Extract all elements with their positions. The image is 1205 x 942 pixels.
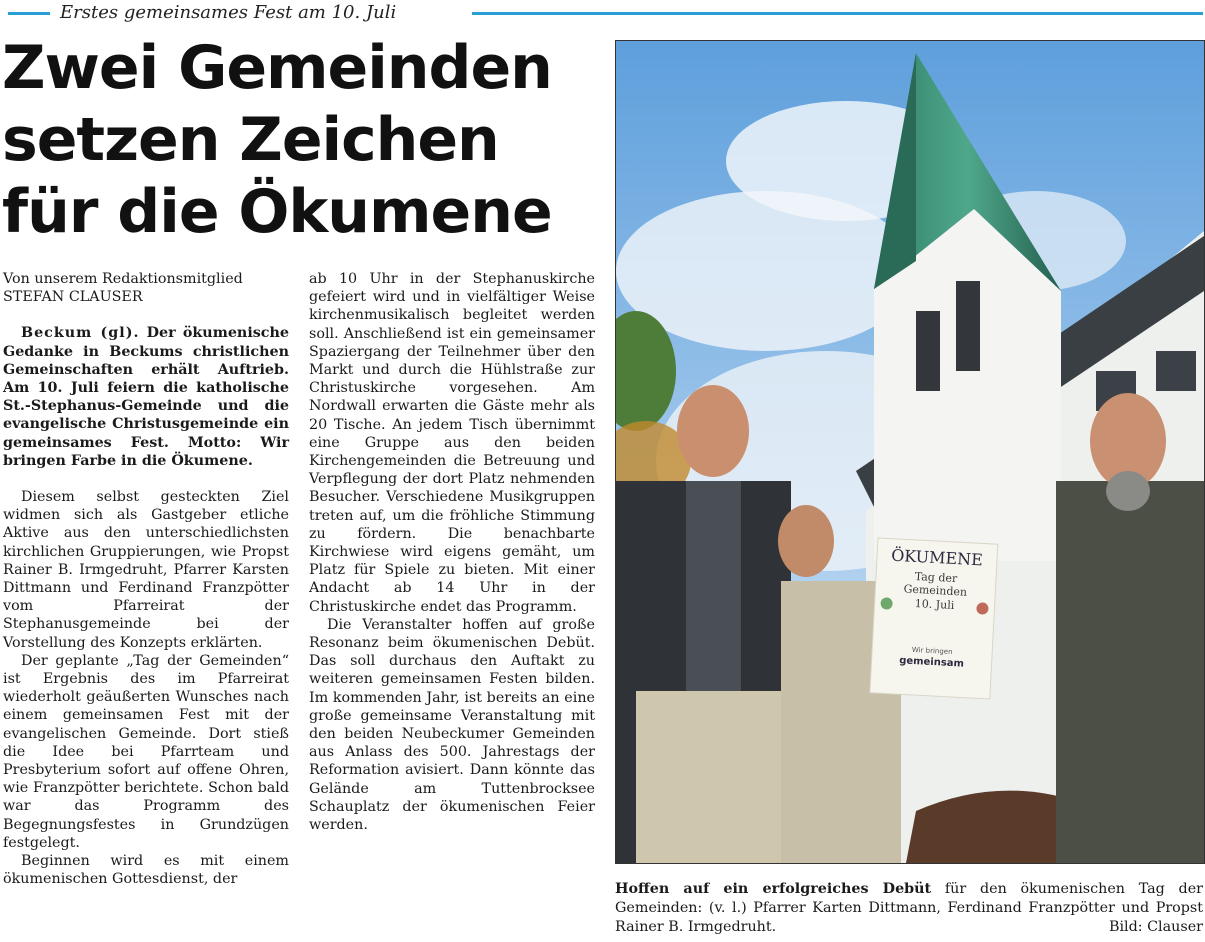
body-paragraph: Die Veranstalter hoffen auf große Resonanz beim ökumenischen Debüt. Das soll durchaus den Auftakt zu weiteren gemeinsamen Festen bilden. Im kommenden Jahr, ist bereits an eine große gemeinsame Veranstaltung mit den beiden Neubeckumer Gemeinden aus Anlass des 500. Jahrestags der Reformation avisiert. Dann könnte das Gelände am Tuttenbrocksee Schauplatz der ökumenischen Feier werden. bbox=[309, 616, 595, 834]
body-paragraph: Der geplante „Tag der Gemeinden“ ist Ergebnis des im Pfarreirat wiederholt geäußerten Wunsches nach einem gemeinsamen Fest mit der evangelischen Gemeinde. Dort stieß die Idee bei Pfarrteam und Presbyterium sofort auf offene Ohren, wie Franzpötter berichtete. Schon bald war das Programm des Begegnungsfestes in Grundzügen festgelegt. bbox=[3, 652, 289, 851]
person-left-trousers bbox=[636, 691, 786, 863]
headline-line-3: für die Ökumene bbox=[2, 177, 552, 247]
poster-line-1: Tag der bbox=[914, 569, 958, 586]
article-photo bbox=[615, 40, 1205, 864]
headline-line-2: setzen Zeichen bbox=[2, 105, 499, 175]
body-paragraph: Diesem selbst gesteckten Ziel widmen sich als Gastgeber etliche Aktive aus den unterschiedlichsten kirchlichen Gruppierungen, wie Propst Rainer B. Irmgedruht, Pfarrer Karsten Dittmann und Ferdinand Franzpötter vom Pfarreirat der Stephanusgemeinde bei der Vorstellung des Konzepts erklärten. bbox=[3, 489, 289, 651]
person-right-jacket bbox=[1056, 481, 1204, 863]
headline-line-1: Zwei Gemeinden bbox=[2, 33, 552, 103]
kicker-line-left bbox=[8, 12, 50, 15]
article-column-2 bbox=[309, 270, 595, 834]
byline bbox=[3, 270, 289, 306]
church-window bbox=[1156, 351, 1196, 391]
photo-credit: Bild: Clauser bbox=[1108, 919, 1203, 935]
person-left-head bbox=[677, 385, 749, 477]
poster-sub-2: gemeinsam bbox=[898, 655, 965, 670]
person-left-shirt bbox=[686, 481, 741, 701]
article-column-1 bbox=[3, 270, 289, 889]
poster-date: 10. Juli bbox=[914, 596, 955, 613]
body-paragraph: Beginnen wird es mit einem ökumenischen Gottesdienst, der bbox=[3, 853, 289, 888]
photo-caption bbox=[615, 880, 1203, 937]
lead-paragraph bbox=[3, 324, 289, 470]
lead-location: Beckum (gl). bbox=[21, 325, 140, 342]
headline bbox=[2, 32, 602, 248]
caption-bold: Hoffen auf ein erfolgreiches Debüt bbox=[615, 881, 932, 897]
kicker-text: Erstes gemeinsames Fest am 10. Juli bbox=[60, 2, 397, 23]
poster-title: ÖKUMENE bbox=[890, 545, 984, 570]
person-right-beard bbox=[1106, 471, 1150, 511]
lead-text: Der ökumenische Gedanke in Beckums christlichen Gemeinschaften erhält Auftrieb. Am 10. Juli feiern die katholische St.-Stephanus-Gemeinde und die evangelische Christusgemeinde ein gemeinsames Fest. Motto: Wir bringen Farbe in die Ökumene. bbox=[3, 325, 289, 469]
kicker-bar bbox=[0, 2, 1205, 24]
body-paragraph: ab 10 Uhr in der Stephanuskirche gefeiert wird und in vielfältiger Weise kirchenmusikalisch begleitet werden soll. Anschließend ist ein gemeinsamer Spaziergang der Teilnehmer über den Markt und durch die Hühlstraße zur Christuskirche vorgesehen. Am Nordwall erwarten die Gäste mehr als 20 Tische. An jedem Tisch übernimmt eine Gruppe aus den beiden Kirchengemeinden die Betreuung und Verpflegung der dort Platz nehmenden Besucher. Verschiedene Musikgruppen treten auf, um die fröhliche Stimmung zu fördern. Die benachbarte Kirchwiese wird eigens gemäht, um Platz für Spiele zu bieten. Mit einer Andacht ab 14 Uhr in der Christuskirche endet das Programm. bbox=[309, 271, 595, 615]
kicker-line-right bbox=[472, 12, 1203, 15]
photo-illustration bbox=[616, 41, 1204, 863]
person-middle-head bbox=[778, 505, 834, 577]
tower-window bbox=[916, 311, 940, 391]
poster bbox=[870, 538, 998, 699]
byline-label: Von unserem Redaktionsmitglied bbox=[3, 271, 243, 287]
poster-sub-1: Wir bringen bbox=[911, 645, 953, 657]
poster-line-2: Gemeinden bbox=[903, 582, 968, 599]
byline-author: STEFAN CLAUSER bbox=[3, 289, 143, 306]
caption-text: für den ökumenischen Tag der Gemeinden: (v. l.) Pfarrer Karten Dittmann, Ferdinand Franzpötter und Propst Rainer B. Irmgedruht. bbox=[615, 881, 1203, 935]
tower-window bbox=[956, 281, 980, 371]
